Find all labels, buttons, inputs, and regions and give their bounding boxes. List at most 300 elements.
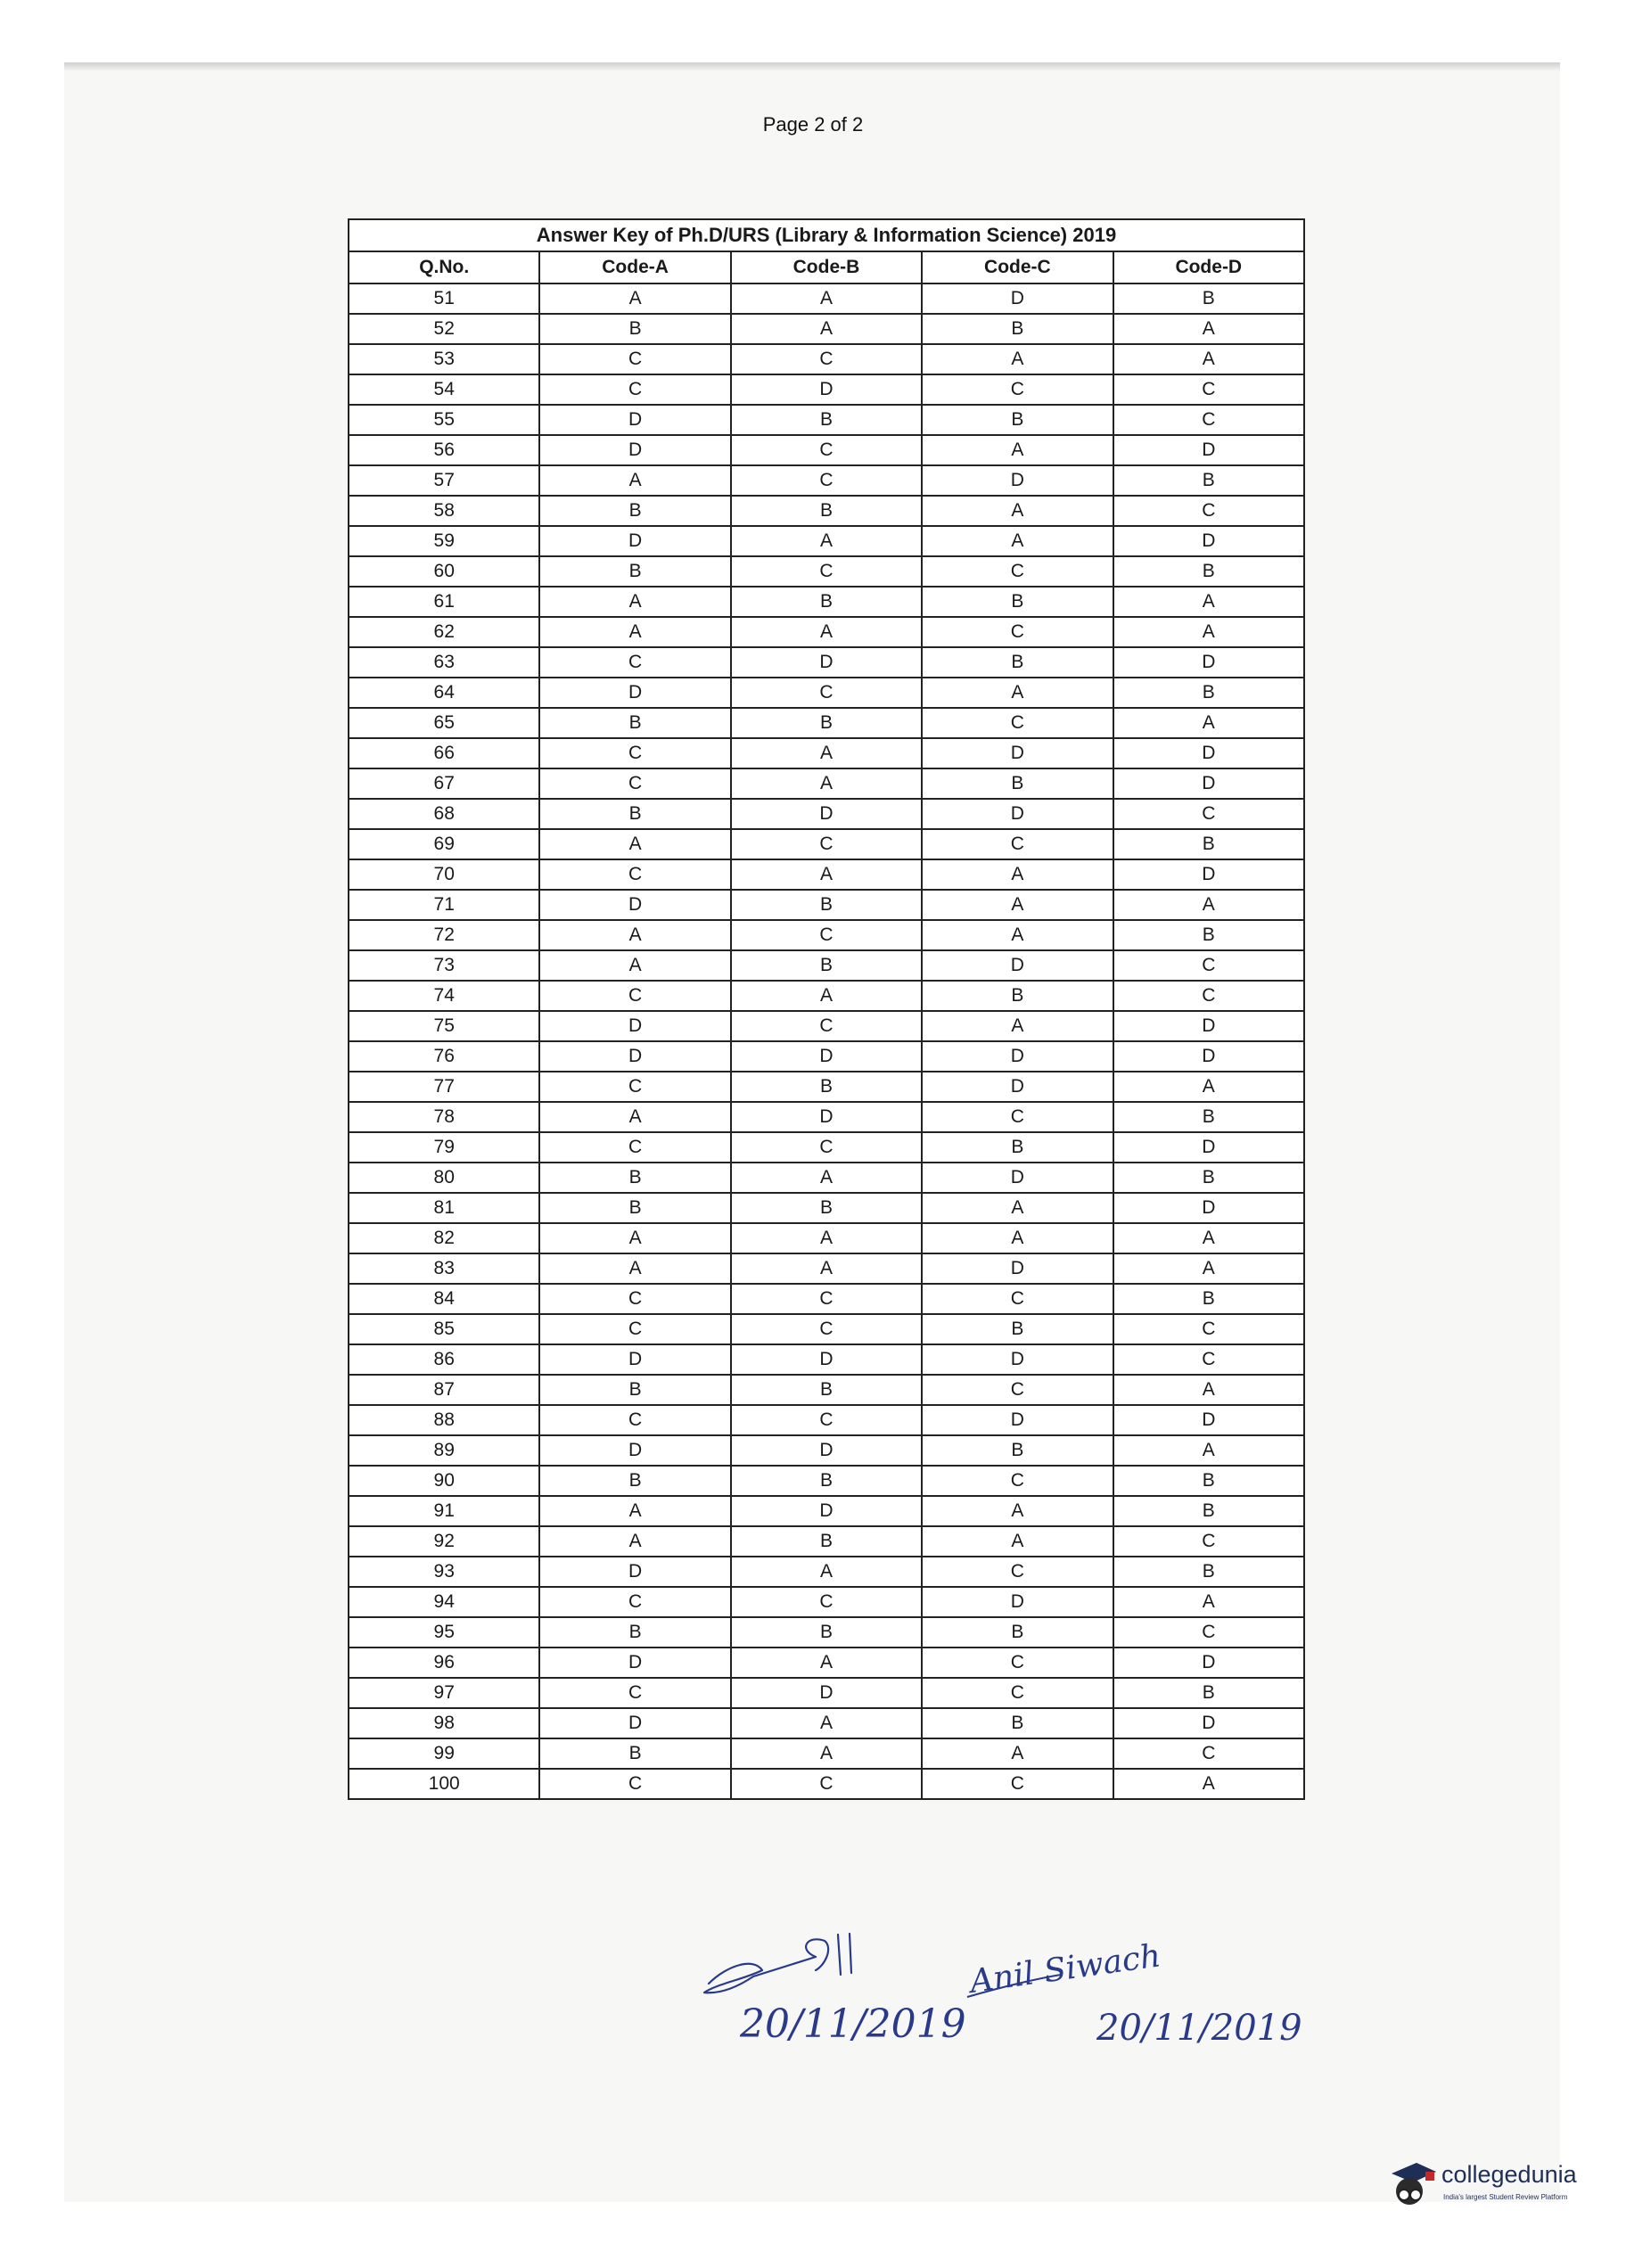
table-row — [349, 1496, 1304, 1526]
answer-cell: C — [539, 344, 730, 374]
answer-cell: A — [922, 435, 1113, 465]
table-row — [349, 1041, 1304, 1072]
answer-cell: B — [922, 314, 1113, 344]
answer-key-table — [348, 218, 1305, 1800]
answer-cell: D — [539, 1557, 730, 1587]
answer-cell: A — [922, 344, 1113, 374]
answer-cell: B — [1113, 829, 1304, 859]
question-number-cell: 84 — [349, 1284, 539, 1314]
table-row — [349, 1284, 1304, 1314]
answer-cell: A — [539, 1253, 730, 1284]
table-row — [349, 1708, 1304, 1738]
answer-cell: A — [731, 1253, 922, 1284]
answer-cell: B — [1113, 678, 1304, 708]
question-number-cell: 81 — [349, 1193, 539, 1223]
answer-cell: A — [922, 1193, 1113, 1223]
answer-cell: A — [731, 1557, 922, 1587]
table-row — [349, 950, 1304, 981]
answer-cell: C — [731, 1405, 922, 1435]
answer-cell: C — [539, 647, 730, 678]
question-number-cell: 56 — [349, 435, 539, 465]
answer-cell: D — [922, 284, 1113, 314]
table-row — [349, 556, 1304, 587]
answer-cell: D — [731, 647, 922, 678]
question-number-cell: 89 — [349, 1435, 539, 1466]
answer-cell: B — [731, 1466, 922, 1496]
answer-cell: D — [922, 1163, 1113, 1193]
question-number-cell: 90 — [349, 1466, 539, 1496]
answer-cell: B — [731, 1072, 922, 1102]
answer-cell: D — [539, 435, 730, 465]
answer-cell: D — [922, 1041, 1113, 1072]
table-row — [349, 1072, 1304, 1102]
answer-cell: B — [922, 981, 1113, 1011]
answer-cell: A — [1113, 587, 1304, 617]
answer-cell: C — [922, 1375, 1113, 1405]
answer-cell: B — [731, 708, 922, 738]
answer-cell: C — [539, 859, 730, 890]
answer-cell: A — [539, 1102, 730, 1132]
answer-cell: B — [539, 496, 730, 526]
answer-cell: B — [731, 587, 922, 617]
answer-cell: B — [539, 799, 730, 829]
answer-cell: D — [731, 1344, 922, 1375]
answer-cell: A — [1113, 1223, 1304, 1253]
question-number-cell: 75 — [349, 1011, 539, 1041]
question-number-cell: 88 — [349, 1405, 539, 1435]
question-number-cell: 72 — [349, 920, 539, 950]
answer-cell: A — [539, 920, 730, 950]
answer-cell: A — [539, 829, 730, 859]
question-number-cell: 94 — [349, 1587, 539, 1617]
answer-cell: B — [922, 1617, 1113, 1648]
question-number-cell: 91 — [349, 1496, 539, 1526]
answer-cell: C — [1113, 374, 1304, 405]
answer-cell: C — [922, 708, 1113, 738]
logo-wordmark: collegedunia — [1441, 2161, 1577, 2188]
table-row — [349, 1405, 1304, 1435]
question-number-cell: 53 — [349, 344, 539, 374]
answer-cell: D — [1113, 435, 1304, 465]
answer-cell: B — [539, 1466, 730, 1496]
answer-cell: D — [731, 1102, 922, 1132]
table-row — [349, 678, 1304, 708]
answer-cell: C — [539, 1132, 730, 1163]
answer-cell: B — [1113, 920, 1304, 950]
question-number-cell: 82 — [349, 1223, 539, 1253]
question-number-cell: 60 — [349, 556, 539, 587]
answer-cell: D — [539, 405, 730, 435]
answer-cell: D — [731, 1678, 922, 1708]
answer-cell: C — [922, 1466, 1113, 1496]
answer-cell: B — [539, 1375, 730, 1405]
graduate-mascot-icon — [1386, 2157, 1438, 2209]
signature-1 — [691, 1930, 966, 2064]
answer-cell: A — [1113, 1375, 1304, 1405]
answer-cell: D — [922, 1587, 1113, 1617]
column-header: Code-B — [731, 251, 922, 284]
answer-cell: A — [731, 526, 922, 556]
answer-cell: B — [731, 496, 922, 526]
answer-cell: B — [1113, 1284, 1304, 1314]
table-row — [349, 587, 1304, 617]
answer-cell: D — [1113, 1132, 1304, 1163]
table-row — [349, 647, 1304, 678]
question-number-cell: 64 — [349, 678, 539, 708]
question-number-cell: 58 — [349, 496, 539, 526]
answer-cell: D — [539, 678, 730, 708]
answer-cell: A — [731, 768, 922, 799]
answer-cell: A — [922, 678, 1113, 708]
answer-cell: C — [731, 465, 922, 496]
table-row — [349, 1132, 1304, 1163]
answer-cell: A — [731, 617, 922, 647]
table-row — [349, 920, 1304, 950]
answer-cell: B — [922, 1708, 1113, 1738]
table-row — [349, 344, 1304, 374]
question-number-cell: 85 — [349, 1314, 539, 1344]
answer-cell: A — [731, 284, 922, 314]
answer-cell: C — [922, 1648, 1113, 1678]
answer-cell: A — [539, 284, 730, 314]
answer-cell: A — [1113, 314, 1304, 344]
answer-cell: C — [1113, 950, 1304, 981]
table-row — [349, 1011, 1304, 1041]
answer-cell: D — [539, 890, 730, 920]
column-header-row — [349, 251, 1304, 284]
answer-cell: A — [1113, 890, 1304, 920]
answer-cell: D — [1113, 1193, 1304, 1223]
table-row — [349, 1193, 1304, 1223]
question-number-cell: 79 — [349, 1132, 539, 1163]
answer-cell: A — [539, 1496, 730, 1526]
answer-cell: C — [731, 1011, 922, 1041]
question-number-cell: 68 — [349, 799, 539, 829]
answer-cell: A — [1113, 1587, 1304, 1617]
answer-cell: D — [539, 1011, 730, 1041]
answer-cell: D — [731, 799, 922, 829]
question-number-cell: 71 — [349, 890, 539, 920]
table-row — [349, 1466, 1304, 1496]
answer-cell: B — [1113, 1557, 1304, 1587]
table-row — [349, 859, 1304, 890]
question-number-cell: 73 — [349, 950, 539, 981]
answer-cell: C — [922, 556, 1113, 587]
table-row — [349, 465, 1304, 496]
question-number-cell: 65 — [349, 708, 539, 738]
answer-cell: A — [922, 1738, 1113, 1769]
question-number-cell: 63 — [349, 647, 539, 678]
answer-cell: B — [1113, 556, 1304, 587]
table-row — [349, 829, 1304, 859]
answer-cell: B — [731, 1617, 922, 1648]
answer-cell: D — [731, 374, 922, 405]
answer-cell: C — [731, 556, 922, 587]
signature-2 — [963, 1937, 1302, 2059]
table-row — [349, 1617, 1304, 1648]
answer-cell: B — [922, 1314, 1113, 1344]
answer-cell: A — [731, 981, 922, 1011]
answer-cell: A — [922, 1496, 1113, 1526]
answer-cell: D — [1113, 526, 1304, 556]
answer-cell: C — [1113, 1738, 1304, 1769]
answer-cell: B — [1113, 1496, 1304, 1526]
table-row — [349, 1678, 1304, 1708]
answer-cell: C — [1113, 1617, 1304, 1648]
answer-cell: C — [731, 435, 922, 465]
answer-cell: C — [922, 1557, 1113, 1587]
answer-cell: B — [731, 890, 922, 920]
table-row — [349, 1253, 1304, 1284]
answer-cell: D — [1113, 1708, 1304, 1738]
question-number-cell: 87 — [349, 1375, 539, 1405]
answer-cell: B — [731, 1375, 922, 1405]
table-title: Answer Key of Ph.D/URS (Library & Information Science) 2019 — [349, 219, 1304, 251]
table-row — [349, 617, 1304, 647]
answer-cell: A — [1113, 1435, 1304, 1466]
table-row — [349, 1526, 1304, 1557]
answer-cell: C — [922, 1678, 1113, 1708]
answer-cell: C — [731, 829, 922, 859]
question-number-cell: 76 — [349, 1041, 539, 1072]
question-number-cell: 54 — [349, 374, 539, 405]
table-row — [349, 1102, 1304, 1132]
question-number-cell: 92 — [349, 1526, 539, 1557]
answer-cell: B — [539, 1738, 730, 1769]
answer-cell: C — [539, 374, 730, 405]
question-number-cell: 77 — [349, 1072, 539, 1102]
question-number-cell: 62 — [349, 617, 539, 647]
answer-cell: A — [1113, 1072, 1304, 1102]
answer-cell: C — [1113, 1344, 1304, 1375]
answer-cell: C — [731, 1769, 922, 1799]
answer-cell: D — [922, 738, 1113, 768]
answer-cell: B — [922, 405, 1113, 435]
column-header: Q.No. — [349, 251, 539, 284]
question-number-cell: 100 — [349, 1769, 539, 1799]
answer-cell: B — [539, 1617, 730, 1648]
answer-cell: A — [1113, 1769, 1304, 1799]
answer-cell: A — [922, 920, 1113, 950]
answer-cell: C — [539, 768, 730, 799]
answer-cell: C — [1113, 496, 1304, 526]
answer-cell: C — [539, 1769, 730, 1799]
answer-cell: C — [922, 1769, 1113, 1799]
table-row — [349, 1344, 1304, 1375]
answer-cell: B — [922, 768, 1113, 799]
answer-cell: D — [922, 1405, 1113, 1435]
answer-cell: B — [1113, 1163, 1304, 1193]
answer-cell: D — [539, 1708, 730, 1738]
question-number-cell: 55 — [349, 405, 539, 435]
question-number-cell: 83 — [349, 1253, 539, 1284]
answer-cell: B — [1113, 1102, 1304, 1132]
answer-cell: D — [1113, 647, 1304, 678]
answer-cell: C — [731, 920, 922, 950]
answer-cell: A — [539, 465, 730, 496]
answer-cell: A — [1113, 1253, 1304, 1284]
answer-cell: A — [1113, 708, 1304, 738]
answer-cell: D — [539, 1435, 730, 1466]
answer-cell: C — [731, 1314, 922, 1344]
answer-cell: D — [1113, 859, 1304, 890]
answer-cell: C — [539, 981, 730, 1011]
answer-cell: C — [539, 1072, 730, 1102]
table-row — [349, 890, 1304, 920]
question-number-cell: 78 — [349, 1102, 539, 1132]
answer-cell: C — [1113, 405, 1304, 435]
scan-edge — [64, 62, 1560, 71]
question-number-cell: 67 — [349, 768, 539, 799]
answer-cell: B — [731, 1526, 922, 1557]
answer-cell: D — [539, 1344, 730, 1375]
answer-cell: D — [922, 1253, 1113, 1284]
answer-cell: A — [922, 1526, 1113, 1557]
answer-cell: A — [922, 859, 1113, 890]
answer-cell: D — [1113, 1405, 1304, 1435]
answer-cell: A — [922, 890, 1113, 920]
answer-cell: D — [731, 1496, 922, 1526]
answer-cell: A — [539, 617, 730, 647]
table-row — [349, 981, 1304, 1011]
answer-cell: B — [1113, 1678, 1304, 1708]
question-number-cell: 93 — [349, 1557, 539, 1587]
question-number-cell: 52 — [349, 314, 539, 344]
table-row — [349, 1223, 1304, 1253]
logo-tagline: India's largest Student Review Platform — [1443, 2193, 1568, 2201]
answer-cell: B — [539, 556, 730, 587]
table-row — [349, 1769, 1304, 1799]
answer-cell: D — [922, 950, 1113, 981]
answer-cell: D — [922, 465, 1113, 496]
answer-cell: C — [1113, 1526, 1304, 1557]
answer-cell: D — [922, 799, 1113, 829]
signature-2-date: 20/11/2019 — [1096, 2008, 1302, 2049]
answer-cell: B — [731, 1193, 922, 1223]
answer-cell: A — [731, 1223, 922, 1253]
answer-cell: A — [539, 1223, 730, 1253]
question-number-cell: 97 — [349, 1678, 539, 1708]
answer-cell: A — [1113, 344, 1304, 374]
answer-cell: C — [1113, 981, 1304, 1011]
answer-cell: B — [731, 950, 922, 981]
answer-cell: A — [922, 496, 1113, 526]
answer-cell: D — [731, 1041, 922, 1072]
answer-cell: C — [922, 829, 1113, 859]
answer-cell: A — [539, 587, 730, 617]
signature-2-name: Anil Siwach — [967, 1937, 1163, 2001]
column-header: Code-A — [539, 251, 730, 284]
answer-cell: D — [539, 1648, 730, 1678]
answer-cell: D — [539, 1041, 730, 1072]
answer-cell: D — [922, 1344, 1113, 1375]
answer-cell: A — [1113, 617, 1304, 647]
table-title-row — [349, 219, 1304, 251]
table-row — [349, 1648, 1304, 1678]
answer-cell: C — [922, 1284, 1113, 1314]
answer-cell: C — [731, 678, 922, 708]
table-row — [349, 1314, 1304, 1344]
answer-cell: B — [539, 708, 730, 738]
question-number-cell: 96 — [349, 1648, 539, 1678]
table-row — [349, 738, 1304, 768]
table-row — [349, 1375, 1304, 1405]
table-row — [349, 708, 1304, 738]
answer-cell: A — [731, 1708, 922, 1738]
question-number-cell: 99 — [349, 1738, 539, 1769]
table-row — [349, 799, 1304, 829]
answer-cell: C — [539, 1405, 730, 1435]
answer-cell: A — [731, 1738, 922, 1769]
answer-cell: A — [922, 1011, 1113, 1041]
answer-cell: D — [731, 1435, 922, 1466]
table-row — [349, 1738, 1304, 1769]
answer-cell: A — [539, 950, 730, 981]
question-number-cell: 98 — [349, 1708, 539, 1738]
answer-cell: C — [731, 1284, 922, 1314]
answer-cell: C — [731, 1132, 922, 1163]
answer-cell: A — [731, 314, 922, 344]
answer-cell: C — [922, 617, 1113, 647]
table-row — [349, 1557, 1304, 1587]
question-number-cell: 51 — [349, 284, 539, 314]
table-row — [349, 768, 1304, 799]
answer-cell: A — [922, 1223, 1113, 1253]
answer-cell: C — [539, 738, 730, 768]
answer-cell: D — [1113, 1041, 1304, 1072]
answer-cell: D — [922, 1072, 1113, 1102]
answer-cell: A — [731, 738, 922, 768]
answer-cell: B — [539, 1193, 730, 1223]
answer-cell: A — [731, 1163, 922, 1193]
answer-cell: C — [539, 1678, 730, 1708]
question-number-cell: 61 — [349, 587, 539, 617]
table-row — [349, 1435, 1304, 1466]
question-number-cell: 69 — [349, 829, 539, 859]
answer-cell: A — [731, 859, 922, 890]
table-row — [349, 314, 1304, 344]
answer-cell: B — [539, 314, 730, 344]
question-number-cell: 57 — [349, 465, 539, 496]
answer-cell: C — [731, 1587, 922, 1617]
table-row — [349, 435, 1304, 465]
answer-cell: A — [922, 526, 1113, 556]
answer-cell: C — [1113, 1314, 1304, 1344]
question-number-cell: 86 — [349, 1344, 539, 1375]
collegedunia-logo — [1386, 2157, 1591, 2211]
column-header: Code-D — [1113, 251, 1304, 284]
table-row — [349, 1163, 1304, 1193]
answer-cell: B — [1113, 465, 1304, 496]
answer-cell: B — [1113, 1466, 1304, 1496]
table-row — [349, 526, 1304, 556]
question-number-cell: 66 — [349, 738, 539, 768]
answer-cell: B — [922, 647, 1113, 678]
answer-cell: C — [922, 374, 1113, 405]
question-number-cell: 59 — [349, 526, 539, 556]
answer-cell: B — [922, 587, 1113, 617]
question-number-cell: 95 — [349, 1617, 539, 1648]
answer-cell: A — [731, 1648, 922, 1678]
answer-cell: B — [922, 1132, 1113, 1163]
question-number-cell: 70 — [349, 859, 539, 890]
answer-cell: B — [922, 1435, 1113, 1466]
answer-cell: C — [731, 344, 922, 374]
table-row — [349, 374, 1304, 405]
table-row — [349, 405, 1304, 435]
answer-cell: C — [922, 1102, 1113, 1132]
column-header: Code-C — [922, 251, 1113, 284]
